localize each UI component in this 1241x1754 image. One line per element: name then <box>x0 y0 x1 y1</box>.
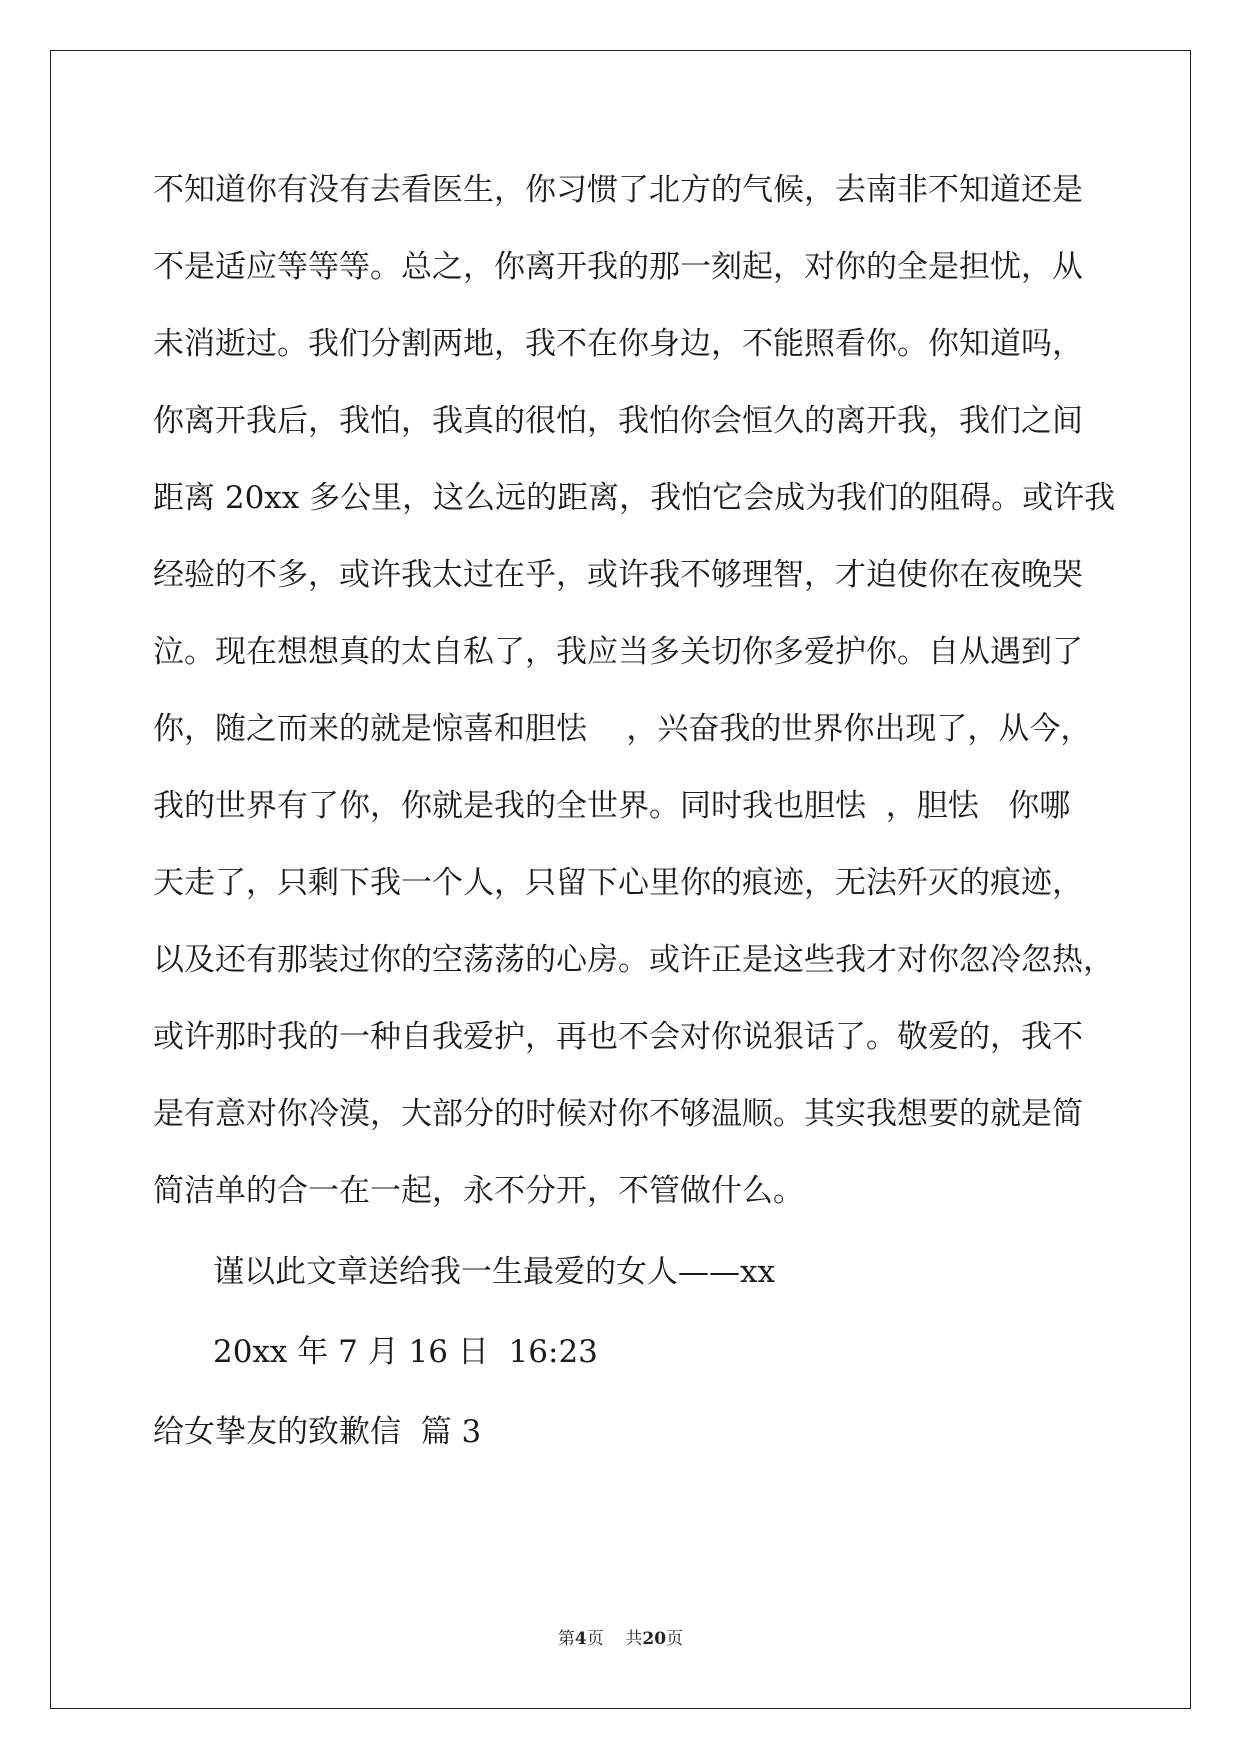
date-time: 20xx 年 7 月 16 日 16:23 <box>213 1334 598 1370</box>
footer-total-prefix: 共 <box>625 1629 643 1649</box>
body-line: 不知道你有没有去看医生，你习惯了北方的气候，去南非不知道还是 <box>153 172 1083 208</box>
footer-page-prefix: 第 <box>557 1629 575 1649</box>
body-line: 泣。现在想想真的太自私了，我应当多关切你多爱护你。自从遇到了 <box>153 634 1083 670</box>
footer-page-suffix: 页 <box>586 1629 604 1649</box>
page-footer <box>0 1624 1241 1649</box>
body-line: 你，随之而来的就是惊喜和胆怯 ，兴奋我的世界你出现了，从今， <box>153 711 1092 747</box>
footer-page-number: 4 <box>574 1629 587 1649</box>
body-line: 经验的不多，或许我太过在乎，或许我不够理智，才迫使你在夜晚哭 <box>153 557 1083 593</box>
body-line: 不是适应等等等。总之，你离开我的那一刻起，对你的全是担忧，从 <box>153 249 1083 285</box>
body-line: 是有意对你冷漠，大部分的时候对你不够温顺。其实我想要的就是简 <box>153 1096 1083 1132</box>
body-line: 距离 20xx 多公里，这么远的距离，我怕它会成为我们的阻碍。或许我 <box>153 480 1116 516</box>
dedication: 谨以此文章送给我一生最爱的女人——xx <box>213 1254 775 1290</box>
body-line: 你离开我后，我怕，我真的很怕，我怕你会恒久的离开我，我们之间 <box>153 403 1083 439</box>
body-line: 以及还有那装过你的空荡荡的心房。或许正是这些我才对你忽冷忽热， <box>153 942 1114 978</box>
footer-total-number: 20 <box>642 1629 667 1649</box>
body-line: 我的世界有了你，你就是我的全世界。同时我也胆怯 ，胆怯 你哪 <box>153 788 1071 824</box>
footer-total-suffix: 页 <box>666 1629 684 1649</box>
body-line: 或许那时我的一种自我爱护，再也不会对你说狠话了。敬爱的，我不 <box>153 1019 1083 1055</box>
body-line: 未消逝过。我们分割两地，我不在你身边，不能照看你。你知道吗， <box>153 326 1083 362</box>
body-line: 简洁单的合一在一起，永不分开，不管做什么。 <box>153 1173 804 1209</box>
body-line: 天走了，只剩下我一个人，只留下心里你的痕迹，无法歼灭的痕迹， <box>153 865 1083 901</box>
section-heading: 给女挚友的致歉信 篇 3 <box>153 1414 482 1450</box>
